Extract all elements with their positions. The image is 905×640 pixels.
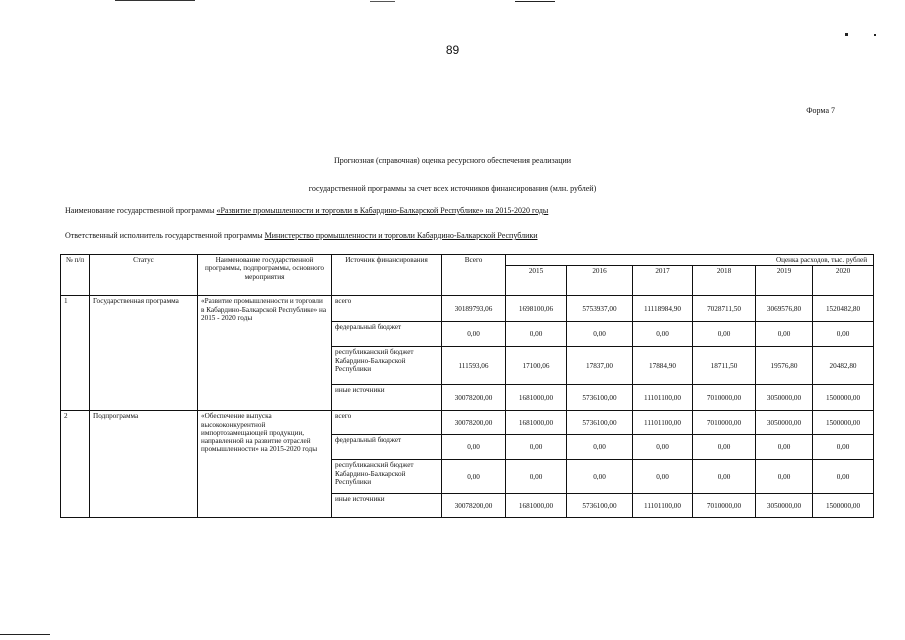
- row-value: 3050000,00: [756, 411, 813, 435]
- row-value: 5736100,00: [567, 411, 633, 435]
- row-value: 0,00: [633, 435, 693, 460]
- row-value: 11101100,00: [633, 385, 693, 411]
- row-value: 0,00: [756, 460, 813, 494]
- row-source: федеральный бюджет: [332, 435, 442, 460]
- row-source: иные источники: [332, 385, 442, 411]
- row-value: 1500000,00: [813, 494, 874, 518]
- row-value: 0,00: [506, 460, 567, 494]
- executor-line: [65, 231, 538, 240]
- row-value: 0,00: [633, 460, 693, 494]
- document-title-line-1: Прогнозная (справочная) оценка ресурсного обеспечения реализации: [333, 156, 572, 165]
- row-value: 11101100,00: [633, 411, 693, 435]
- table-row: [61, 411, 874, 435]
- row-total: 30078200,00: [442, 494, 506, 518]
- row-value: 20482,80: [813, 347, 874, 385]
- scan-artifact: [0, 634, 50, 635]
- row-value: 17100,06: [506, 347, 567, 385]
- row-value: 0,00: [693, 435, 756, 460]
- header-year: 2019: [756, 266, 813, 296]
- row-value: 1681000,00: [506, 411, 567, 435]
- row-total: 0,00: [442, 435, 506, 460]
- header-name: Наименование государственной программы, подпрограммы, основного мероприятия: [198, 255, 332, 296]
- executor-name: Министерство промышленности и торговли Кабардино-Балкарской Республики: [264, 231, 538, 240]
- program-prefix: Наименование государственной программы: [65, 206, 217, 215]
- row-value: 7010000,00: [693, 494, 756, 518]
- row-value: 3050000,00: [756, 494, 813, 518]
- row-value: 5736100,00: [567, 385, 633, 411]
- row-value: 11101100,00: [633, 494, 693, 518]
- program-name-line: [65, 206, 548, 215]
- row-source: всего: [332, 296, 442, 322]
- row-value: 1698100,06: [506, 296, 567, 322]
- row-value: 11118984,90: [633, 296, 693, 322]
- row-value: 0,00: [506, 322, 567, 347]
- scan-artifact: [874, 34, 876, 36]
- row-total: 30189793,06: [442, 296, 506, 322]
- row-value: 19576,80: [756, 347, 813, 385]
- row-value: 0,00: [813, 460, 874, 494]
- row-value: 0,00: [693, 460, 756, 494]
- row-value: 0,00: [506, 435, 567, 460]
- header-total: Всего: [442, 255, 506, 296]
- row-value: 3069576,80: [756, 296, 813, 322]
- row-value: 0,00: [567, 435, 633, 460]
- header-num: № п/п: [61, 255, 90, 296]
- row-source: всего: [332, 411, 442, 435]
- row-value: 3050000,00: [756, 385, 813, 411]
- row-source: федеральный бюджет: [332, 322, 442, 347]
- row-value: 7010000,00: [693, 385, 756, 411]
- header-status: Статус: [90, 255, 198, 296]
- row-total: 0,00: [442, 322, 506, 347]
- row-value: 7010000,00: [693, 411, 756, 435]
- row-total: 0,00: [442, 460, 506, 494]
- scan-artifact: [370, 1, 395, 2]
- row-value: 5753937,00: [567, 296, 633, 322]
- row-source: республиканский бюджет Кабардино-Балкарской Республики: [332, 460, 442, 494]
- header-year: 2018: [693, 266, 756, 296]
- document-title-line-2: государственной программы за счет всех источников финансирования (млн. рублей): [308, 184, 597, 193]
- row-value: 0,00: [756, 322, 813, 347]
- program-name: «Развитие промышленности и торговли в Кабардино-Балкарской Республике» на 2015-2020 годы: [216, 206, 549, 215]
- row-value: 7028711,50: [693, 296, 756, 322]
- header-year: 2020: [813, 266, 874, 296]
- row-value: 0,00: [567, 460, 633, 494]
- scan-artifact: [845, 33, 848, 36]
- row-program-name: «Развитие промышленности и торговли в Кабардино-Балкарской Республике» на 2015 - 2020 годы: [198, 296, 332, 411]
- header-source: Источник финансирования: [332, 255, 442, 296]
- header-year: 2016: [567, 266, 633, 296]
- header-year: 2015: [506, 266, 567, 296]
- row-value: 17837,00: [567, 347, 633, 385]
- row-status: Подпрограмма: [90, 411, 198, 518]
- row-value: 17884,90: [633, 347, 693, 385]
- page-number: 89: [445, 43, 460, 57]
- row-value: 0,00: [693, 322, 756, 347]
- row-value: 0,00: [633, 322, 693, 347]
- row-program-name: «Обеспечение выпуска высококонкурентной импортозамещающей продукции, направленной на развитие отраслей промышленности» на 2015-2020 годы: [198, 411, 332, 518]
- row-value: 1681000,00: [506, 385, 567, 411]
- row-value: 0,00: [813, 322, 874, 347]
- row-value: 1681000,00: [506, 494, 567, 518]
- row-value: 0,00: [756, 435, 813, 460]
- row-num: 2: [61, 411, 90, 518]
- row-value: 18711,50: [693, 347, 756, 385]
- scan-artifact: [515, 1, 555, 2]
- row-value: 1500000,00: [813, 411, 874, 435]
- row-num: 1: [61, 296, 90, 411]
- finance-table: [60, 254, 874, 518]
- row-value: 5736100,00: [567, 494, 633, 518]
- row-value: 0,00: [813, 435, 874, 460]
- scan-artifact: [115, 0, 195, 3]
- row-total: 30078200,00: [442, 385, 506, 411]
- row-value: 1500000,00: [813, 385, 874, 411]
- row-value: 0,00: [567, 322, 633, 347]
- row-value: 1520482,80: [813, 296, 874, 322]
- table-row: [61, 296, 874, 322]
- executor-prefix: Ответственный исполнитель государственной программы: [65, 231, 265, 240]
- form-label: Форма 7: [806, 106, 835, 115]
- row-status: Государственная программа: [90, 296, 198, 411]
- row-total: 30078200,00: [442, 411, 506, 435]
- row-source: республиканский бюджет Кабардино-Балкарской Республики: [332, 347, 442, 385]
- row-source: иные источники: [332, 494, 442, 518]
- header-year: 2017: [633, 266, 693, 296]
- header-estimate: Оценка расходов, тыс. рублей: [506, 255, 874, 266]
- row-total: 111593,06: [442, 347, 506, 385]
